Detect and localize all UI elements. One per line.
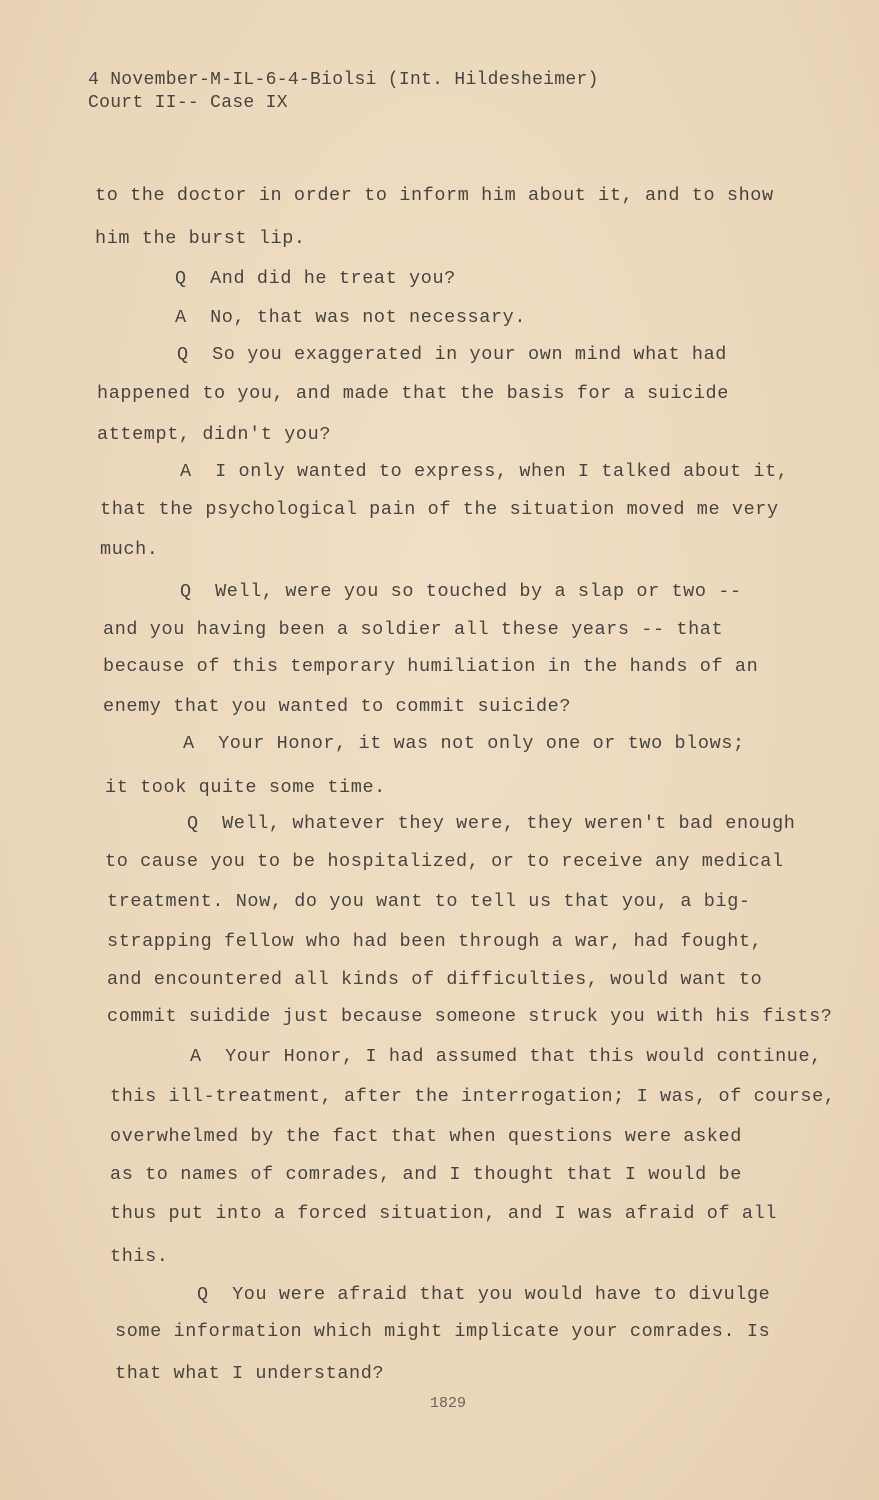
transcript-line: Q So you exaggerated in your own mind what had: [177, 344, 727, 365]
transcript-line: treatment. Now, do you want to tell us that you, a big-: [107, 891, 751, 912]
header-line-2: Court II-- Case IX: [88, 93, 288, 113]
transcript-line: to the doctor in order to inform him about it, and to show: [95, 185, 774, 206]
transcript-line: A No, that was not necessary.: [175, 307, 527, 328]
transcript-line: and you having been a soldier all these years -- that: [103, 619, 724, 640]
transcript-line: Q You were afraid that you would have to divulge: [197, 1284, 771, 1305]
transcript-line: much.: [100, 539, 159, 560]
transcript-line: some information which might implicate your comrades. Is: [115, 1321, 771, 1342]
transcript-line: happened to you, and made that the basis for a suicide: [97, 383, 729, 404]
transcript-line: strapping fellow who had been through a war, had fought,: [107, 931, 763, 952]
transcript-line: commit suidide just because someone struck you with his fists?: [107, 1006, 833, 1027]
transcript-line: Q Well, whatever they were, they weren't bad enough: [187, 813, 796, 834]
transcript-line: A I only wanted to express, when I talked about it,: [180, 461, 789, 482]
transcript-line: Q And did he treat you?: [175, 268, 456, 289]
transcript-line: and encountered all kinds of difficulties, would want to: [107, 969, 763, 990]
header-line-1: 4 November-M-IL-6-4-Biolsi (Int. Hildesheimer): [88, 70, 599, 90]
transcript-line: because of this temporary humiliation in the hands of an: [103, 656, 759, 677]
transcript-line: A Your Honor, I had assumed that this would continue,: [190, 1046, 822, 1067]
transcript-line: it took quite some time.: [105, 777, 386, 798]
transcript-line: to cause you to be hospitalized, or to receive any medical: [105, 851, 784, 872]
transcript-line: as to names of comrades, and I thought that I would be: [110, 1164, 742, 1185]
transcript-line: enemy that you wanted to commit suicide?: [103, 696, 572, 717]
transcript-line: that the psychological pain of the situation moved me very: [100, 499, 779, 520]
transcript-line: that what I understand?: [115, 1363, 385, 1384]
transcript-line: thus put into a forced situation, and I was afraid of all: [110, 1203, 778, 1224]
transcript-line: A Your Honor, it was not only one or two blows;: [183, 733, 745, 754]
transcript-line: this.: [110, 1246, 169, 1267]
transcript-line: him the burst lip.: [95, 228, 306, 249]
page-number: 1829: [430, 1395, 467, 1412]
transcript-line: this ill-treatment, after the interrogation; I was, of course,: [110, 1086, 836, 1107]
transcript-line: Q Well, were you so touched by a slap or two --: [180, 581, 742, 602]
transcript-line: overwhelmed by the fact that when questions were asked: [110, 1126, 742, 1147]
transcript-line: attempt, didn't you?: [97, 424, 332, 445]
